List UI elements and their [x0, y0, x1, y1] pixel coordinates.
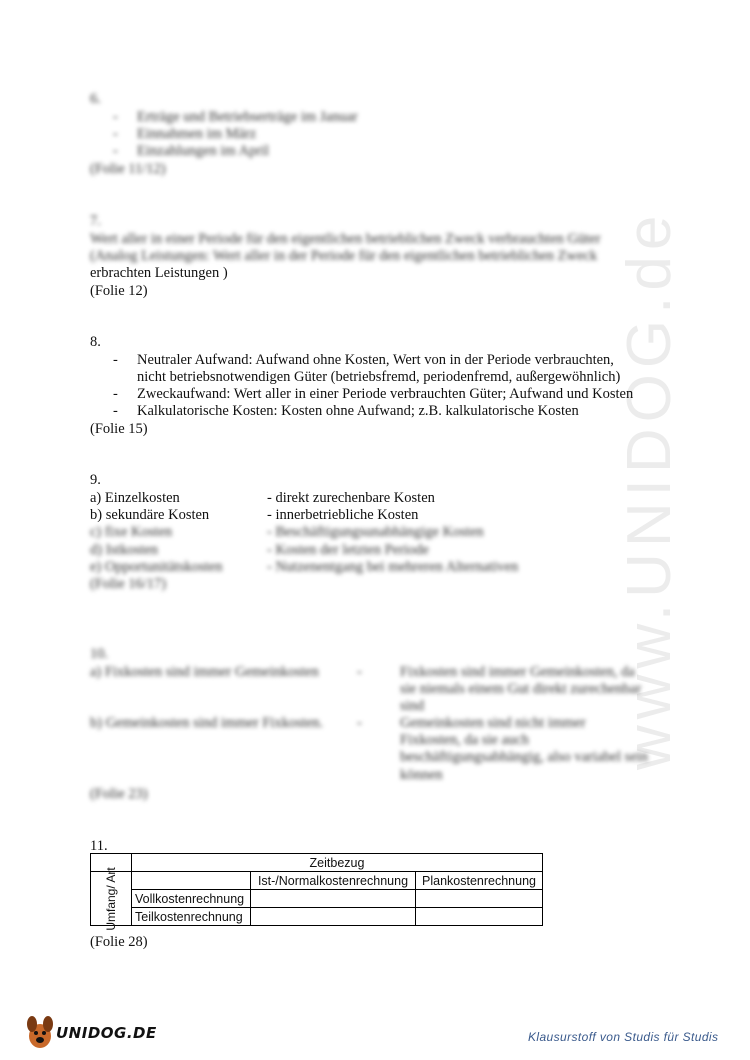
list-item: - Einnahmen im März	[113, 126, 257, 142]
term-definition: - Kosten der letzten Periode	[267, 542, 429, 558]
footer-tagline: Klausurstoff von Studis für Studis	[528, 1030, 719, 1044]
paragraph-line: Wert aller in einer Periode für den eigentlichen betrieblichen Zweck verbrauchten Güter	[90, 231, 601, 247]
term-definition: - Nutzenentgang bei mehreren Alternativen	[267, 559, 519, 575]
logo-text: UNIDOG.DE	[56, 1024, 157, 1042]
slide-reference: (Folie 12)	[90, 283, 148, 299]
term-label: e) Opportunitätskosten	[90, 559, 223, 575]
list-item: - Erträge und Betriebserträge im Januar	[113, 109, 358, 125]
cost-accounting-table	[90, 853, 543, 931]
term-definition: - innerbetriebliche Kosten	[267, 507, 419, 523]
explanation-line: Fixkosten, da sie auch	[400, 732, 529, 748]
table-cell	[251, 890, 416, 908]
statement: b) Gemeinkosten sind immer Fixkosten.	[90, 715, 324, 731]
section-number: 9.	[90, 472, 101, 488]
section-number: 10.	[90, 646, 109, 662]
term-label: d) Istkosten	[90, 542, 159, 558]
list-item: - Einzahlungen im April	[113, 143, 270, 159]
explanation-line: Gemeinkosten sind nicht immer	[400, 715, 586, 731]
explanation-line: sie niemals einem Gut direkt zurechenbar	[400, 681, 642, 697]
table-header-zeitbezug: Zeitbezug	[132, 854, 543, 872]
section-number: 7.	[90, 213, 101, 229]
slide-reference: (Folie 15)	[90, 421, 148, 437]
term-label: a) Einzelkosten	[90, 490, 180, 506]
table-cell	[416, 890, 543, 908]
table-row-header: Teilkostenrechnung	[132, 908, 251, 926]
list-item: - Kalkulatorische Kosten: Kosten ohne Aufwand; z.B. kalkulatorische Kosten	[113, 403, 579, 419]
list-item-continued: nicht betriebsnotwendigen Güter (betriebsfremd, periodenfremd, außergewöhnlich)	[137, 369, 621, 385]
explanation-line: Fixkosten sind immer Gemeinkosten, da	[400, 664, 635, 680]
table-cell	[251, 908, 416, 926]
statement: a) Fixkosten sind immer Gemeinkosten	[90, 664, 319, 680]
slide-reference: (Folie 16/17)	[90, 576, 167, 592]
dash: -	[357, 664, 362, 680]
table-vertical-header: Umfang/ Art	[91, 872, 132, 926]
slide-reference: (Folie 11/12)	[90, 161, 166, 177]
table-cell	[416, 908, 543, 926]
table-col-header: Plankostenrechnung	[416, 872, 543, 890]
table-row-header: Vollkostenrechnung	[132, 890, 251, 908]
explanation-line: sind	[400, 698, 425, 714]
list-item: - Neutraler Aufwand: Aufwand ohne Kosten, Wert von in der Periode verbrauchten,	[113, 352, 614, 368]
slide-reference: (Folie 28)	[90, 934, 148, 950]
unidog-logo	[24, 1012, 157, 1052]
section-number: 8.	[90, 334, 101, 350]
term-label: b) sekundäre Kosten	[90, 507, 210, 523]
term-definition: - Beschäftigungsunabhängige Kosten	[267, 524, 484, 540]
explanation-line: können	[400, 767, 443, 783]
dash: -	[357, 715, 362, 731]
list-item: - Zweckaufwand: Wert aller in einer Periode verbrauchten Güter; Aufwand und Kosten	[113, 386, 634, 402]
slide-reference: (Folie 23)	[90, 786, 148, 802]
explanation-line: beschäftigungsabhängig, also variabel sein	[400, 749, 649, 765]
document-page: www.UNIDOG.de 6. - Erträge und Betriebserträge im Januar - Einnahmen im März - Einzahlungen im April (Folie 11/12) 7. Wert aller in einer Periode für den eigentlichen betrieblichen Zweck verbrauchten Güter (Analog Leistungen: Wert aller in der Periode für den eigentlichen betrieblichen Zweck erbrachten Leistungen ) (Folie 12) 8. - Neutraler Aufwand: Aufwand ohne Kosten, Wert von in der Periode verbrauchten, nicht betriebsnotwendigen Güter (betriebsfremd, periodenfremd, außergewöhnlich) - Zweckaufwand: Wert aller in einer Periode verbrauchten Güter; Aufwand und Kosten - Kalkulatorische Kosten: Kosten ohne Aufwand; z.B. kalkulatorische Kosten (Folie 15) 9. a) Einzelkosten - direkt zurechenbare Kosten b) sekundäre Kosten - innerbetriebliche Kosten c) fixe Kosten - Beschäftigungsunabhängige Kosten d) Istkosten - Kosten der letzten Periode e) Opportunitätskosten - Nutzenentgang bei mehreren Alternativen (Folie 16/17) 10. a) Fixkosten sind immer Gemeinkosten - Fixkosten sind immer Gemeinkosten, da sie niemals einem Gut direkt zurechenbar sind b) Gemeinkosten sind immer Fixkosten. - Gemeinkosten sind nicht immer Fixkosten, da sie auch beschäftigungsabhängig, also variabel sein können (Folie 23) 11. Zeitbezug Umfang/ Art Ist-/Normalkostenrechnung Plankostenrechnung Vollkostenrechnung Teilkostenrechnung (Folie 28) UNIDOG.DE Klausurstoff von Studis für Studis	[0, 0, 750, 1060]
paragraph-line: (Analog Leistungen: Wert aller in der Periode für den eigentlichen betrieblichen Zweck	[90, 248, 598, 264]
term-definition: - direkt zurechenbare Kosten	[267, 490, 435, 506]
dog-icon	[24, 1012, 58, 1052]
section-number: 6.	[90, 91, 101, 107]
paragraph-line: erbrachten Leistungen )	[90, 265, 228, 281]
section-number: 11.	[90, 838, 108, 854]
term-label: c) fixe Kosten	[90, 524, 173, 540]
table-col-header: Ist-/Normalkostenrechnung	[251, 872, 416, 890]
table-empty-cell	[132, 872, 251, 890]
